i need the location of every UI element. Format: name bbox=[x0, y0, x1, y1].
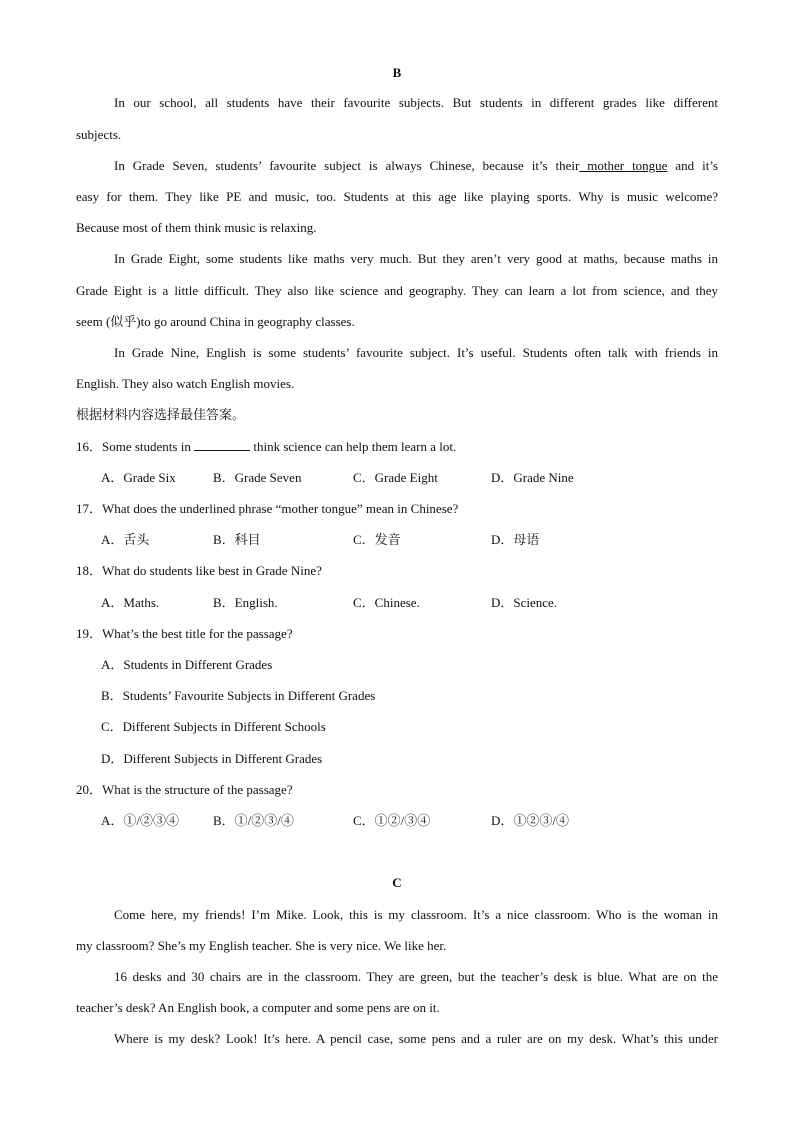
q16-option-a[interactable]: A．Grade Six bbox=[101, 470, 176, 485]
q19-option-a[interactable]: A．Students in Different Grades bbox=[101, 657, 273, 672]
answer-blank bbox=[194, 438, 250, 451]
paragraph-b3-line1: In Grade Eight, some students like maths very much. But they aren’t very good at maths, because maths in bbox=[114, 251, 718, 266]
question-17: 17．What does the underlined phrase “mother tongue” mean in Chinese? bbox=[76, 501, 459, 516]
paragraph-b2-line1 bbox=[114, 157, 718, 175]
section-b-heading: B bbox=[392, 65, 402, 80]
question-16-stem: 16．Some students in bbox=[76, 439, 191, 454]
q18-option-b[interactable]: B．English. bbox=[213, 595, 278, 610]
paragraph-c1-line1: Come here, my friends! I’m Mike. Look, this is my classroom. It’s a nice classroom. Who is the woman in bbox=[114, 907, 718, 922]
q17-option-a[interactable]: A．舌头 bbox=[101, 532, 150, 547]
question-20: 20．What is the structure of the passage? bbox=[76, 782, 293, 797]
paragraph-b3-line2: Grade Eight is a little difficult. They also like science and geography. They can learn a lot from science, and they bbox=[76, 283, 718, 298]
instruction: 根据材料内容选择最佳答案。 bbox=[76, 407, 246, 422]
question-16 bbox=[76, 438, 456, 456]
paragraph-b2-line3: Because most of them think music is relaxing. bbox=[76, 220, 317, 235]
q17-option-c[interactable]: C．发音 bbox=[353, 532, 401, 547]
paragraph-c2-line2: teacher’s desk? An English book, a computer and some pens are on it. bbox=[76, 1000, 440, 1015]
q18-option-a[interactable]: A．Maths. bbox=[101, 595, 160, 610]
q20-option-d[interactable]: D．①②③/④ bbox=[491, 813, 570, 828]
paragraph-b2-line2: easy for them. They like PE and music, too. Students at this age like playing sports. Why is music welcome? bbox=[76, 189, 718, 204]
paragraph-b1-line1: In our school, all students have their favourite subjects. But students in different grades like different bbox=[114, 95, 718, 110]
q19-option-d[interactable]: D．Different Subjects in Different Grades bbox=[101, 751, 323, 766]
paragraph-b4-line2: English. They also watch English movies. bbox=[76, 376, 295, 391]
underlined-phrase: mother tongue bbox=[579, 158, 668, 173]
paragraph-b4-line1: In Grade Nine, English is some students’ favourite subject. It’s useful. Students often talk with friends in bbox=[114, 345, 718, 360]
section-c-heading: C bbox=[392, 875, 402, 890]
q16-option-c[interactable]: C．Grade Eight bbox=[353, 470, 438, 485]
paragraph-c1-line2: my classroom? She’s my English teacher. She is very nice. We like her. bbox=[76, 938, 447, 953]
question-16-stem-end: think science can help them learn a lot. bbox=[253, 439, 457, 454]
q16-option-d[interactable]: D．Grade Nine bbox=[491, 470, 574, 485]
paragraph-c2-line1: 16 desks and 30 chairs are in the classroom. They are green, but the teacher’s desk is blue. What are on the bbox=[114, 969, 718, 984]
paragraph-b2-text: In Grade Seven, students’ favourite subject is always Chinese, because it’s their bbox=[114, 158, 580, 173]
q20-option-a[interactable]: A．①/②③④ bbox=[101, 813, 180, 828]
q19-option-c[interactable]: C．Different Subjects in Different Schools bbox=[101, 719, 326, 734]
paragraph-b1-line2: subjects. bbox=[76, 127, 122, 142]
paragraph-b3-line3: seem (似乎)to go around China in geography classes. bbox=[76, 314, 355, 329]
question-19: 19．What’s the best title for the passage? bbox=[76, 626, 293, 641]
q17-option-d[interactable]: D．母语 bbox=[491, 532, 540, 547]
paragraph-b2-text-end: and it’s bbox=[667, 158, 718, 173]
question-18: 18．What do students like best in Grade Nine? bbox=[76, 563, 322, 578]
q16-option-b[interactable]: B．Grade Seven bbox=[213, 470, 302, 485]
q17-option-b[interactable]: B．科目 bbox=[213, 532, 261, 547]
q20-option-c[interactable]: C．①②/③④ bbox=[353, 813, 431, 828]
q20-option-b[interactable]: B．①/②③/④ bbox=[213, 813, 294, 828]
paragraph-c3-line1: Where is my desk? Look! It’s here. A pencil case, some pens and a ruler are on my desk. What’s this under bbox=[114, 1031, 718, 1046]
q19-option-b[interactable]: B．Students’ Favourite Subjects in Different Grades bbox=[101, 688, 376, 703]
q18-option-c[interactable]: C．Chinese. bbox=[353, 595, 420, 610]
q18-option-d[interactable]: D．Science. bbox=[491, 595, 558, 610]
